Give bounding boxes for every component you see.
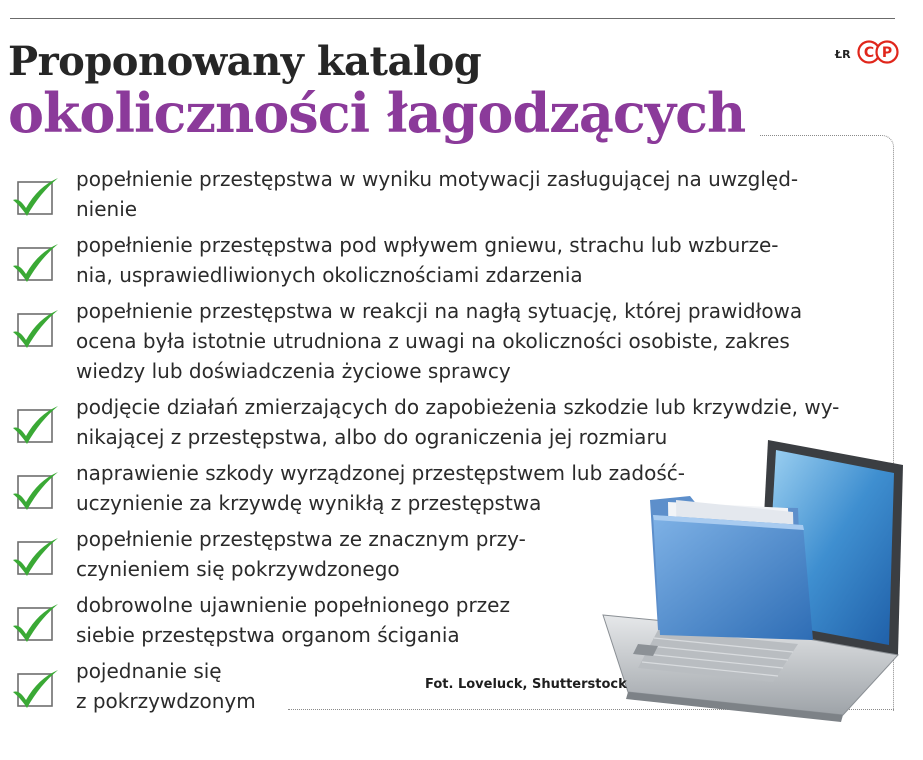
list-item-text: pojednanie się z pokrzywdzonym	[76, 659, 256, 713]
page-title-line1: Proponowany katalog	[8, 38, 482, 85]
list-item-text: popełnienie przestępstwa w wyniku motywacji zasługującej na uwzględ- nienie	[76, 167, 799, 221]
checkmark-in-box-icon	[12, 604, 60, 644]
checkmark-in-box-icon	[12, 178, 60, 218]
list-item-text: popełnienie przestępstwa w reakcji na nagłą sytuację, której prawidłowa ocena była istotnie utrudniona z uwagi na okoliczności osobiste, zakres wiedzy lub doświadczenia życiowe sprawcy	[76, 299, 803, 383]
checkmark-in-box-icon	[12, 310, 60, 350]
cp-logo-icon	[857, 39, 899, 65]
list-item-text: naprawienie szkody wyrządzonej przestępstwem lub zadość- uczynienie za krzywdę wynikłą z przestępstwa	[76, 461, 685, 515]
list-item-text: popełnienie przestępstwa pod wpływem gniewu, strachu lub wzburze- nia, usprawiedliwionych okolicznościami zdarzenia	[76, 233, 779, 287]
list-item-text: dobrowolne ujawnienie popełnionego przez siebie przestępstwa organom ścigania	[76, 593, 510, 647]
list-item-text: podjęcie działań zmierzających do zapobieżenia szkodzie lub krzywdzie, wy- nikającej z przestępstwa, albo do ograniczenia jej rozmiaru	[76, 395, 840, 449]
checkmark-in-box-icon	[12, 538, 60, 578]
page-title-line2: okoliczności łagodzących	[8, 81, 746, 145]
list-item-text: popełnienie przestępstwa ze znacznym przy- czynieniem się pokrzywdzonego	[76, 527, 526, 581]
top-rule	[10, 18, 895, 19]
photo-credit: Fot. Loveluck, Shutterstock	[425, 677, 627, 692]
svg-text:P: P	[881, 45, 893, 61]
author-initials: ŁR	[835, 48, 851, 61]
checkmark-in-box-icon	[12, 406, 60, 446]
checkmark-in-box-icon	[12, 670, 60, 710]
checkmark-in-box-icon	[12, 472, 60, 512]
checkmark-in-box-icon	[12, 244, 60, 284]
svg-text:C: C	[863, 45, 875, 61]
